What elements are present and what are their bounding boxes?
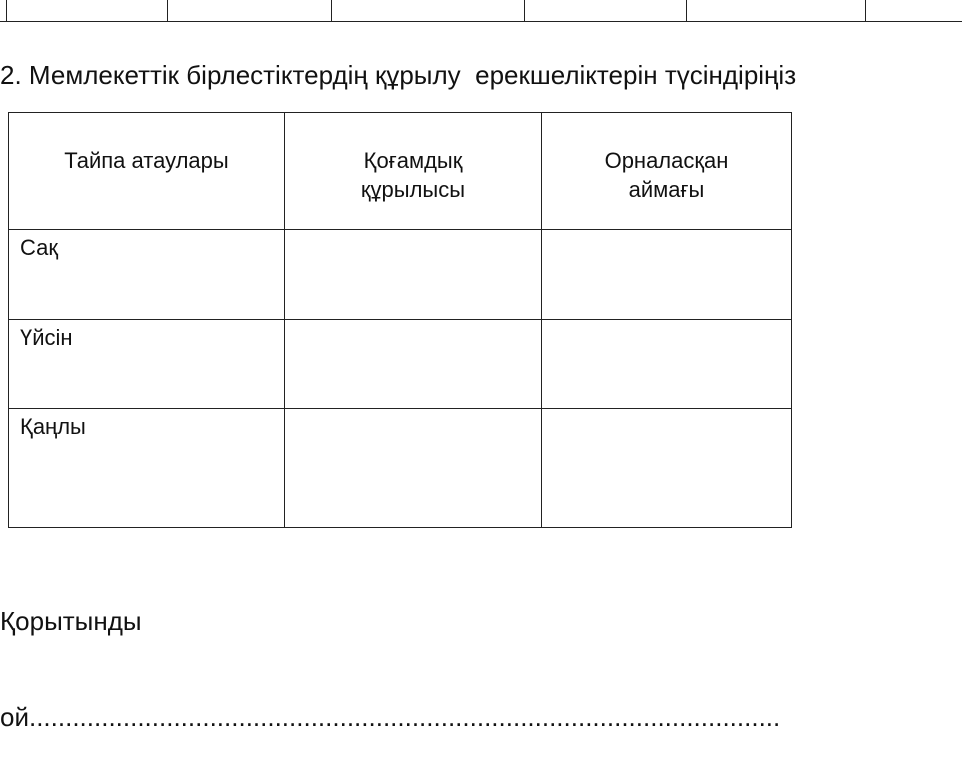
question-title: 2. Мемлекеттік бірлестіктердің құрылу ерекшеліктерін түсіндіріңіз xyxy=(0,60,797,90)
structure-cell[interactable] xyxy=(285,320,542,409)
tribes-table xyxy=(8,112,792,528)
table-row xyxy=(9,230,792,320)
region-cell[interactable] xyxy=(542,320,792,409)
structure-cell[interactable] xyxy=(285,230,542,320)
table-divider xyxy=(167,0,168,21)
tribe-cell: Үйсін xyxy=(9,320,285,409)
tribe-cell: Қаңлы xyxy=(9,409,285,528)
structure-cell[interactable] xyxy=(285,409,542,528)
table-divider xyxy=(686,0,687,21)
header-location-region: Орналасқан аймағы xyxy=(542,113,792,230)
header-tribe-names: Тайпа атаулары xyxy=(9,113,285,230)
region-cell[interactable] xyxy=(542,230,792,320)
table-divider xyxy=(6,0,7,21)
table-row xyxy=(9,409,792,528)
tribe-cell: Сақ xyxy=(9,230,285,320)
conclusion-label: Қорытынды xyxy=(0,606,142,636)
table-divider xyxy=(331,0,332,21)
conclusion-block xyxy=(0,541,780,765)
region-cell[interactable] xyxy=(542,409,792,528)
table-header-row xyxy=(9,113,792,230)
header-social-structure: Қоғамдық құрылысы xyxy=(285,113,542,230)
cropped-table-row-top xyxy=(0,0,962,22)
table-divider xyxy=(524,0,525,21)
table-row xyxy=(9,320,792,409)
table-divider xyxy=(865,0,866,21)
conclusion-answer-line[interactable]: ой........................................................................................................ xyxy=(0,702,781,732)
